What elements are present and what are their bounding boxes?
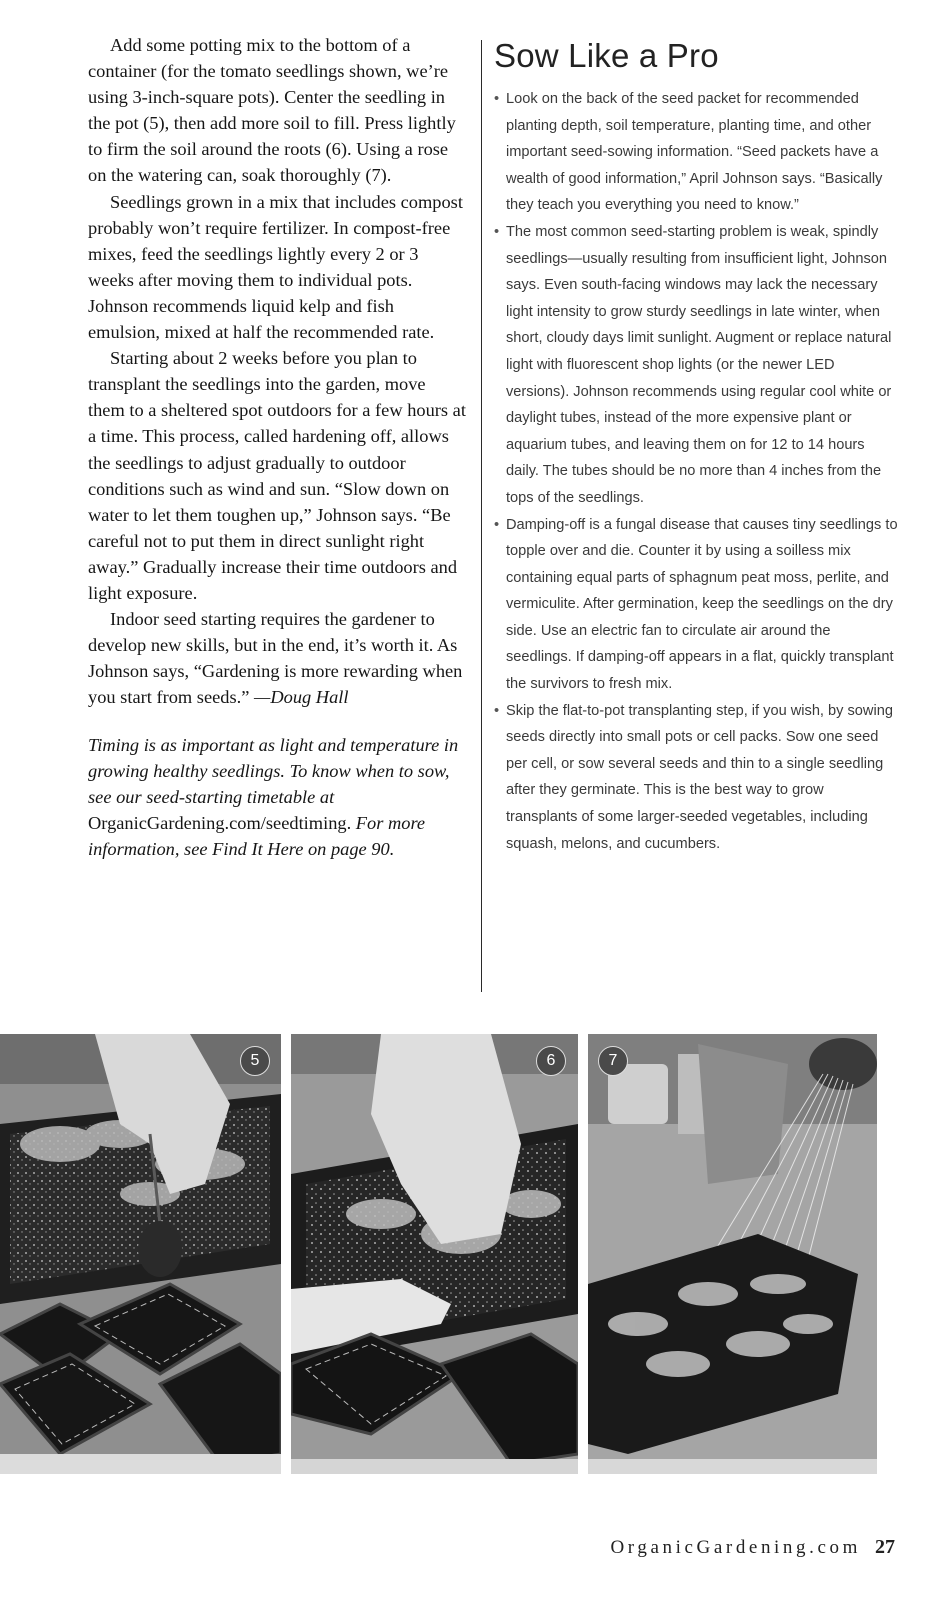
sidebar-title: Sow Like a Pro: [494, 37, 719, 74]
tip-text: The most common seed-starting problem is weak, spindly seedlings—usually resulting from insufficient light, Johnson says. Even south-facing windows may lack the necessary light intensity to grow sturdy seedlings in late winter, when short, cloudy days limit sunlight. Augment or replace natural light with fluorescent shop lights (or the newer LED versions). Johnson recommends using regular cool white or daylight tubes, instead of the more expensive plant or aquarium tubes, and leaving them on for 12 to 14 hours daily. The tubes should be no more than 4 inches from the tops of the seedlings.: [506, 223, 892, 506]
tip-item: [494, 512, 899, 698]
tip-item: [494, 219, 899, 512]
tip-item: [494, 698, 899, 858]
tip-text: Damping-off is a fungal disease that causes tiny seedlings to topple over and die. Counter it by using a soilless mix containing equal parts of sphagnum peat moss, perlite, and vermiculite. After germination, keep the seedlings on the dry side. Use an electric fan to circulate air around the seedlings. If damping-off appears in a flat, quickly transplant the survivors to fresh mix.: [506, 516, 898, 693]
photo-number-badge: 7: [598, 1046, 628, 1076]
tip-text: Look on the back of the seed packet for recommended planting depth, soil temperature, planting time, and other important seed-sowing information. “Seed packets have a wealth of good information,” April Johnson says. “Basically they teach you everything you need to know.”: [506, 91, 883, 214]
article-body: [88, 32, 466, 862]
note-link[interactable]: OrganicGardening.com/seedtiming.: [88, 813, 352, 834]
tip-item: [494, 86, 899, 219]
bullet-icon: •: [494, 516, 500, 533]
photo-step-5: [0, 1034, 281, 1474]
photo-step-7: [588, 1034, 877, 1474]
column-divider: [481, 40, 482, 992]
article-paragraph: Add some potting mix to the bottom of a container (for the tomato seedlings shown, we’re using 3-inch-square pots). Center the seedling in the pot (5), then add more soil to fill. Press lightly to firm the soil around the roots (6). Using a rose on the watering can, soak thoroughly (7).: [88, 35, 456, 186]
bullet-icon: •: [494, 223, 500, 240]
sidebar: [494, 34, 899, 857]
final-text: Indoor seed starting requires the gardener to develop new skills, but in the end, it’s worth it. As Johnson says, “Gardening is more rewarding when you start from seeds.”: [88, 609, 463, 708]
page-footer: [610, 1536, 895, 1559]
article-paragraph: Starting about 2 weeks before you plan to transplant the seedlings into the garden, move them to a sheltered spot outdoors for a few hours at a time. This process, called hardening off, allows the seedlings to adjust gradually to outdoor conditions such as wind and sun. “Slow down on water to let them toughen up,” Johnson says. “Be careful not to put them in direct sunlight right away.” Gradually increase their time outdoors and light exposure.: [88, 348, 466, 603]
article-paragraph-final: [88, 606, 466, 710]
article-paragraph: Seedlings grown in a mix that includes compost probably won’t require fertilizer. In compost-free mixes, feed the seedlings lightly every 2 or 3 weeks after moving them to individual pots. Johnson recommends liquid kelp and fish emulsion, mixed at half the recommended rate.: [88, 191, 463, 343]
photo-step-6: [291, 1034, 578, 1474]
tip-text: Skip the flat-to-pot transplanting step, if you wish, by sowing seeds directly into small pots or cell packs. Sow one seed per cell, or sow several seeds and thin to a single seedling after they germinate. This is the best way to grow transplants of some larger-seeded vegetables, including squash, melons, and cucumbers.: [506, 702, 893, 852]
photo-number-badge: 5: [240, 1046, 270, 1076]
author-signature: —Doug Hall: [253, 687, 349, 708]
photo-6-image: [291, 1034, 578, 1474]
page-number: 27: [875, 1536, 895, 1558]
tips-list: [494, 86, 899, 857]
bullet-icon: •: [494, 91, 500, 107]
photo-number-badge: 6: [536, 1046, 566, 1076]
note-text: Timing is as important as light and temperature in growing healthy seedlings. To know when to sow, see our seed-starting timetable at: [88, 735, 459, 808]
photo-strip: [0, 1034, 925, 1474]
photo-7-image: [588, 1034, 877, 1474]
footer-site-name[interactable]: OrganicGardening.com: [610, 1537, 861, 1558]
bullet-icon: •: [494, 702, 500, 719]
timing-note: [88, 732, 466, 862]
photo-5-image: [0, 1034, 281, 1474]
note-text-end: For more information, see Find It Here on page 90.: [88, 813, 426, 860]
